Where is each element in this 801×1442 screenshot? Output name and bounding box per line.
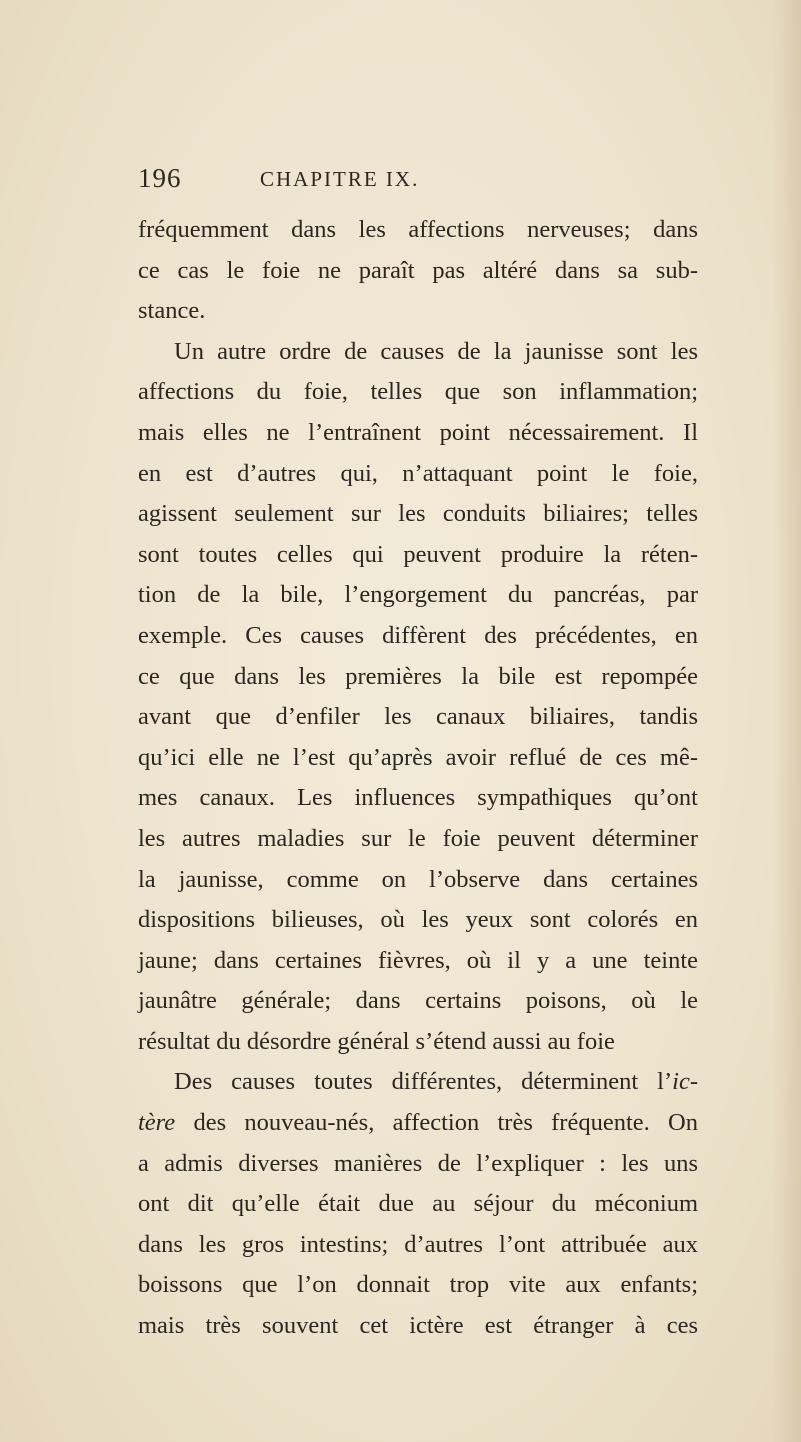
text-line: la jaunisse, comme on l’observe dans certaines [138,865,698,893]
page-header [138,163,698,203]
text-line: mes canaux. Les influences sympathiques qu’ont [138,784,698,812]
text-line: agissent seulement sur les conduits biliaires; telles [138,500,698,528]
page-edge-shadow [773,0,801,1442]
text-line: exemple. Ces causes diffèrent des précédentes, en [138,621,698,649]
text-line: fréquemment dans les affections nerveuses; dans [138,216,698,243]
text-line: dispositions bilieuses, où les yeux sont colorés en [138,906,698,934]
text-line: ont dit qu’elle était due au séjour du méconium [138,1190,698,1218]
italic-fragment: ic- [672,1068,698,1096]
text-line: jaune; dans certaines fièvres, où il y a une teinte [138,946,698,974]
text-fragment: des nouveau-nés, affection très fréquente. On [175,1109,698,1137]
text-line: ce cas le foie ne paraît pas altéré dans sa sub- [138,256,698,284]
text-line: dans les gros intestins; d’autres l’ont attribuée aux [138,1230,698,1258]
text-line: affections du foie, telles que son inflammation; [138,378,698,406]
text-line: qu’ici elle ne l’est qu’après avoir reflué de ces mê- [138,743,698,771]
text-line: boissons que l’on donnait trop vite aux enfants; [138,1271,698,1299]
text-line: tion de la bile, l’engorgement du pancréas, par [138,581,698,609]
text-line: mais très souvent cet ictère est étranger à ces [138,1312,698,1340]
text-line: avant que d’enfiler les canaux biliaires, tandis [138,703,698,731]
text-fragment: Des causes toutes différentes, déterminent l’ [174,1068,673,1096]
text-line: résultat du désordre général s’étend aussi au foie [138,1027,615,1055]
text-line-with-italic [138,1062,698,1103]
body-text [138,210,698,1347]
running-head: CHAPITRE IX. [260,167,420,191]
text-line-with-italic [138,1103,698,1144]
text-line: mais elles ne l’entraînent point nécessairement. Il [138,418,698,446]
italic-fragment: tère [138,1109,176,1137]
text-line: ce que dans les premières la bile est repompée [138,662,698,690]
text-line: a admis diverses manières de l’expliquer : les uns [138,1149,698,1177]
text-line: Un autre ordre de causes de la jaunisse sont les [174,337,698,365]
page-number: 196 [138,163,182,193]
text-line: stance. [138,297,206,325]
text-line: les autres maladies sur le foie peuvent déterminer [138,824,698,852]
text-line: en est d’autres qui, n’attaquant point le foie, [138,459,698,487]
text-line: sont toutes celles qui peuvent produire la réten- [138,540,698,568]
text-line: jaunâtre générale; dans certains poisons, où le [138,987,698,1015]
